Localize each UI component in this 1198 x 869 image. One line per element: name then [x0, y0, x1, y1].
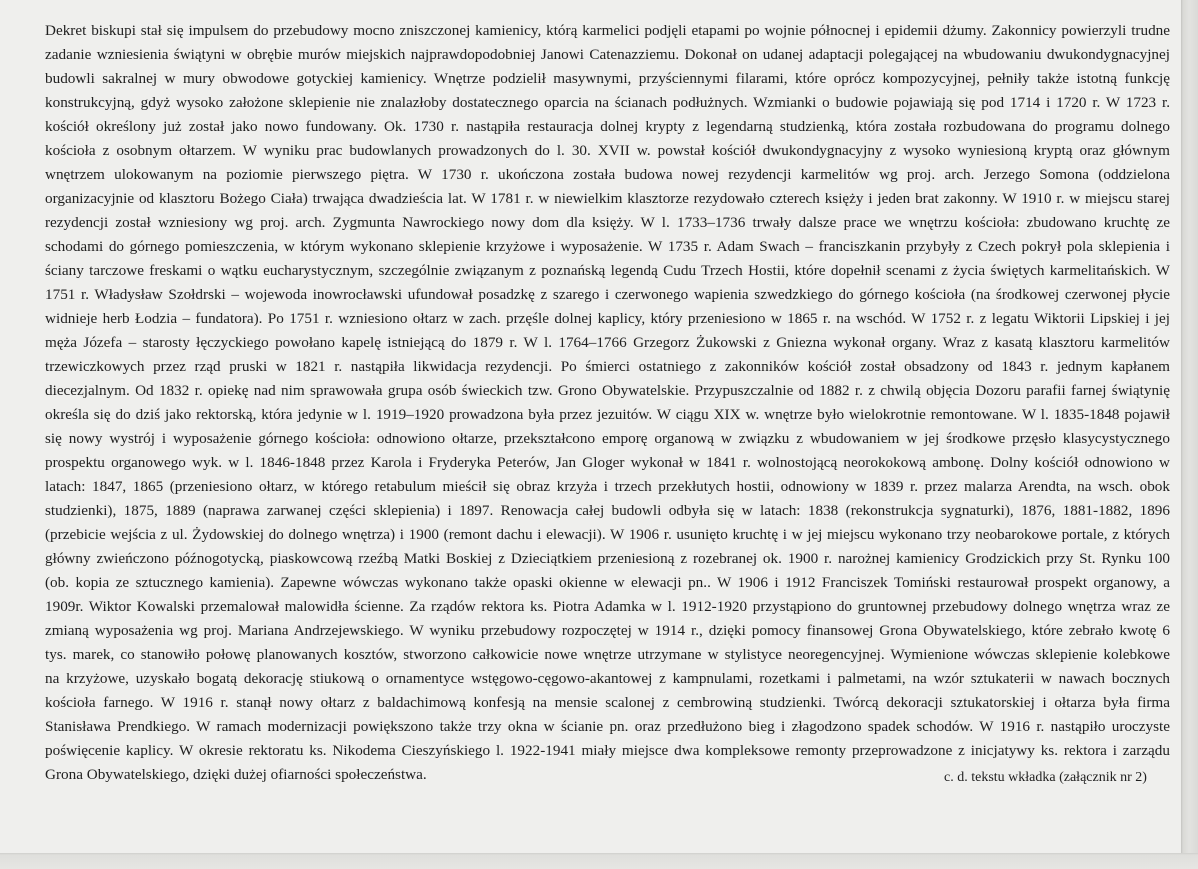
text-line: (ob. kopia ze sztucznego kamienia). Zapewne wówczas wykonano także opaski okienne w elewacji pn.. W 1906 i 1912 Franciszek Tomiński restaurował prospekt organowy, a — [45, 574, 1170, 591]
continuation-note: c. d. tekstu wkładka (załącznik nr 2) — [944, 770, 1147, 785]
text-line: tys. marek, co stanowiło połowę planowanych kosztów, stworzono całkowicie nowe wnętrze utrzymane w stylistyce neoregencyjnej. Wymienione wówczas sklepienie kolebkowe — [45, 646, 1170, 663]
body-text — [45, 19, 1170, 787]
scan-edge-bottom — [0, 853, 1198, 869]
text-line: 1751 r. Władysław Szołdrski – wojewoda inowrocławski ufundował posadzkę z szarego i czerwonego wapienia szwedzkiego do górnego kościoła (na środkowej czerwonej płycie — [45, 286, 1170, 303]
text-line: główny zwieńczono późnogotycką, piaskowcową rzeźbą Matki Boskiej z Dzieciątkiem przeniesioną z rozebranej ok. 1900 r. narożnej kamienicy Grodzickich przy St. Rynku 100 — [45, 550, 1170, 567]
text-line: widnieje herb Łodzia – fundatora). Po 1751 r. wzniesiono ołtarz w zach. przęśle dolnej kaplicy, który przeniesiono w 1865 r. na wschód. W 1752 r. z legatu Wiktorii Lipskiej i jej — [45, 310, 1170, 327]
text-line: kościół określony już został jako nowo fundowany. Ok. 1730 r. nastąpiła restauracja dolnej krypty z legendarną studzienką, która została rozbudowana do programu dolnego — [45, 118, 1170, 135]
text-line: latach: 1847, 1865 (przeniesiono ołtarz, w którego retabulum mieścił się obraz krzyża i trzech przekłutych hostii, odnowiony w 1839 r. przez malarza Arendta, na wsch. obok — [45, 478, 1170, 495]
text-line: poświęcenie kaplicy. W okresie rektoratu ks. Nikodema Cieszyńskiego l. 1922-1941 miały miejsce dwa kompleksowe remonty przeprowadzone z inicjatywy ks. rektora i zarządu — [45, 742, 1170, 759]
last-line-text: Grona Obywatelskiego, dzięki dużej ofiarności społeczeństwa. — [45, 766, 427, 783]
text-line: ściany tarczowe freskami o wątku eucharystycznym, szczególnie związanym z poznańską legendą Cudu Trzech Hostii, które dopełnił scenami z życia świętych karmelitańskich. W — [45, 262, 1170, 279]
text-line: studzienki), 1875, 1889 (naprawa zarwanej części sklepienia) i 1897. Renowacja całej budowli odbyła się w latach: 1838 (rekonstrukcja sygnaturki), 1876, 1881-1882, 1896 — [45, 502, 1170, 519]
text-line: (przebicie wejścia z ul. Żydowskiej do dolnego wnętrza) i 1900 (remont dachu i elewacji). W 1906 r. usunięto kruchtę i w jej miejscu wykonano trzy neobarokowe portale, z których — [45, 526, 1170, 543]
text-line: 1909r. Wiktor Kowalski przemalował malowidła ścienne. Za rządów rektora ks. Piotra Adamka w l. 1912-1920 przystąpiono do gruntownej przebudowy dolnego wnętrza wraz ze — [45, 598, 1170, 615]
text-line: diecezjalnym. Od 1832 r. opiekę nad nim sprawowała grupa osób świeckich tzw. Grono Obywatelskie. Przypuszczalnie od 1882 r. z chwilą objęcia Dozoru parafii farnej świątynię — [45, 382, 1170, 399]
text-line: zmianą wyposażenia wg proj. Mariana Andrzejewskiego. W wyniku przebudowy rozpoczętej w 1914 r., dzięki pomocy finansowej Grona Obywatelskiego, które zebrało kwotę 6 — [45, 622, 1170, 639]
scan-edge-right — [1181, 0, 1198, 869]
text-line: konstrukcyjną, gdyż wysoko założone sklepienie nie znalazłoby dostatecznego oparcia na ścianach podłużnych. Wzmianki o budowie pojawiają się pod 1714 i 1720 r. W 1723 r. — [45, 94, 1170, 111]
text-line: określa się do dziś jako rektorską, która jedynie w l. 1919–1920 prowadzona była przez jezuitów. W ciągu XIX w. wnętrze było wielokrotnie remontowane. W l. 1835-1848 pojawił — [45, 406, 1170, 423]
text-line: trzewiczkowych przez rząd pruski w 1821 r. nastąpiła likwidacja rezydencji. Po śmierci ostatniego z zakonników kościół został obsadzony od 1843 r. jednym kapłanem — [45, 358, 1170, 375]
text-line: się nowy wystrój i wyposażenie górnego kościoła: odnowiono ołtarze, przekształcono emporę organową w związku z wbudowaniem w jej środkowe przęsło klasycystycznego — [45, 430, 1170, 447]
text-line: prospektu organowego wyk. w l. 1846-1848 przez Karola i Fryderyka Peterów, Jan Gloger wykonał w 1841 r. wolnostojącą neorokokową ambonę. Dolny kościół odnowiono w — [45, 454, 1170, 471]
text-line: na krzyżowe, uzyskało bogatą dekorację stiukową o ornamentyce wstęgowo-cęgowo-akantowej z kampnulami, rozetkami i palmetami, na wzór sztukaterii w nawach bocznych — [45, 670, 1170, 687]
text-line: organizacyjnie od klasztoru Bożego Ciała) trwająca dwadzieścia lat. W 1781 r. w niewielkim klasztorze rezydowało czterech księży i jeden brat zakonny. W 1910 r. w miejscu starej — [45, 190, 1170, 207]
text-line: Dekret biskupi stał się impulsem do przebudowy mocno zniszczonej kamienicy, którą karmelici podjęli etapami po wojnie północnej i epidemii dżumy. Zakonnicy powierzyli trudne — [45, 22, 1170, 39]
text-line: zadanie wzniesienia świątyni w obrębie murów miejskich najprawdopodobniej Janowi Catenazziemu. Dokonał on udanej adaptacji polegającej na wbudowaniu dwukondygnacyjnej — [45, 46, 1170, 63]
text-line: budowli sakralnej w mury obwodowe gotyckiej kamienicy. Wnętrze podzielił masywnymi, przyściennymi filarami, które oprócz kompozycyjnej, pełniły także istotną funkcję — [45, 70, 1170, 87]
text-line: Stanisława Prendkiego. W ramach modernizacji powiększono także trzy okna w ścianie pn. oraz przedłużono bieg i złagodzono spadek schodów. W 1916 r. nastąpiło uroczyste — [45, 718, 1170, 735]
text-line: męża Józefa – starosty łęczyckiego powołano kapelę istniejącą do 1879 r. W l. 1764–1766 Grzegorz Żukowski z Gniezna wykonał organy. Wraz z kasatą klasztoru karmelitów — [45, 334, 1170, 351]
text-line: rezydencji został wzniesiony wg proj. arch. Zygmunta Nawrockiego nowy dom dla księży. W l. 1733–1736 trwały dalsze prace we wnętrzu kościoła: zbudowano kruchtę ze — [45, 214, 1170, 231]
text-line: kościoła z osobnym ołtarzem. W wyniku prac budowlanych prowadzonych do l. 30. XVII w. powstał kościół dwukondygnacyjny z wysoko wyniesioną kryptą oraz głównym — [45, 142, 1170, 159]
last-text-line — [45, 763, 1170, 787]
text-line: kościoła farnego. W 1916 r. stanął nowy ołtarz z baldachimową konfesją na mensie scalonej z cembrowiną studzienki. Twórcą dekoracji sztukatorskiej i ołtarza była firma — [45, 694, 1170, 711]
text-line: wnętrzem ulokowanym na poziomie pierwszego piętra. W 1730 r. ukończona została budowa nowej rezydencji karmelitów wg proj. arch. Jerzego Somona (oddzielona — [45, 166, 1170, 183]
text-line: schodami do górnego pomieszczenia, w którym wykonano sklepienie krzyżowe i wyposażenie. W 1735 r. Adam Swach – franciszkanin przybyły z Czech pokrył pola sklepienia i — [45, 238, 1170, 255]
